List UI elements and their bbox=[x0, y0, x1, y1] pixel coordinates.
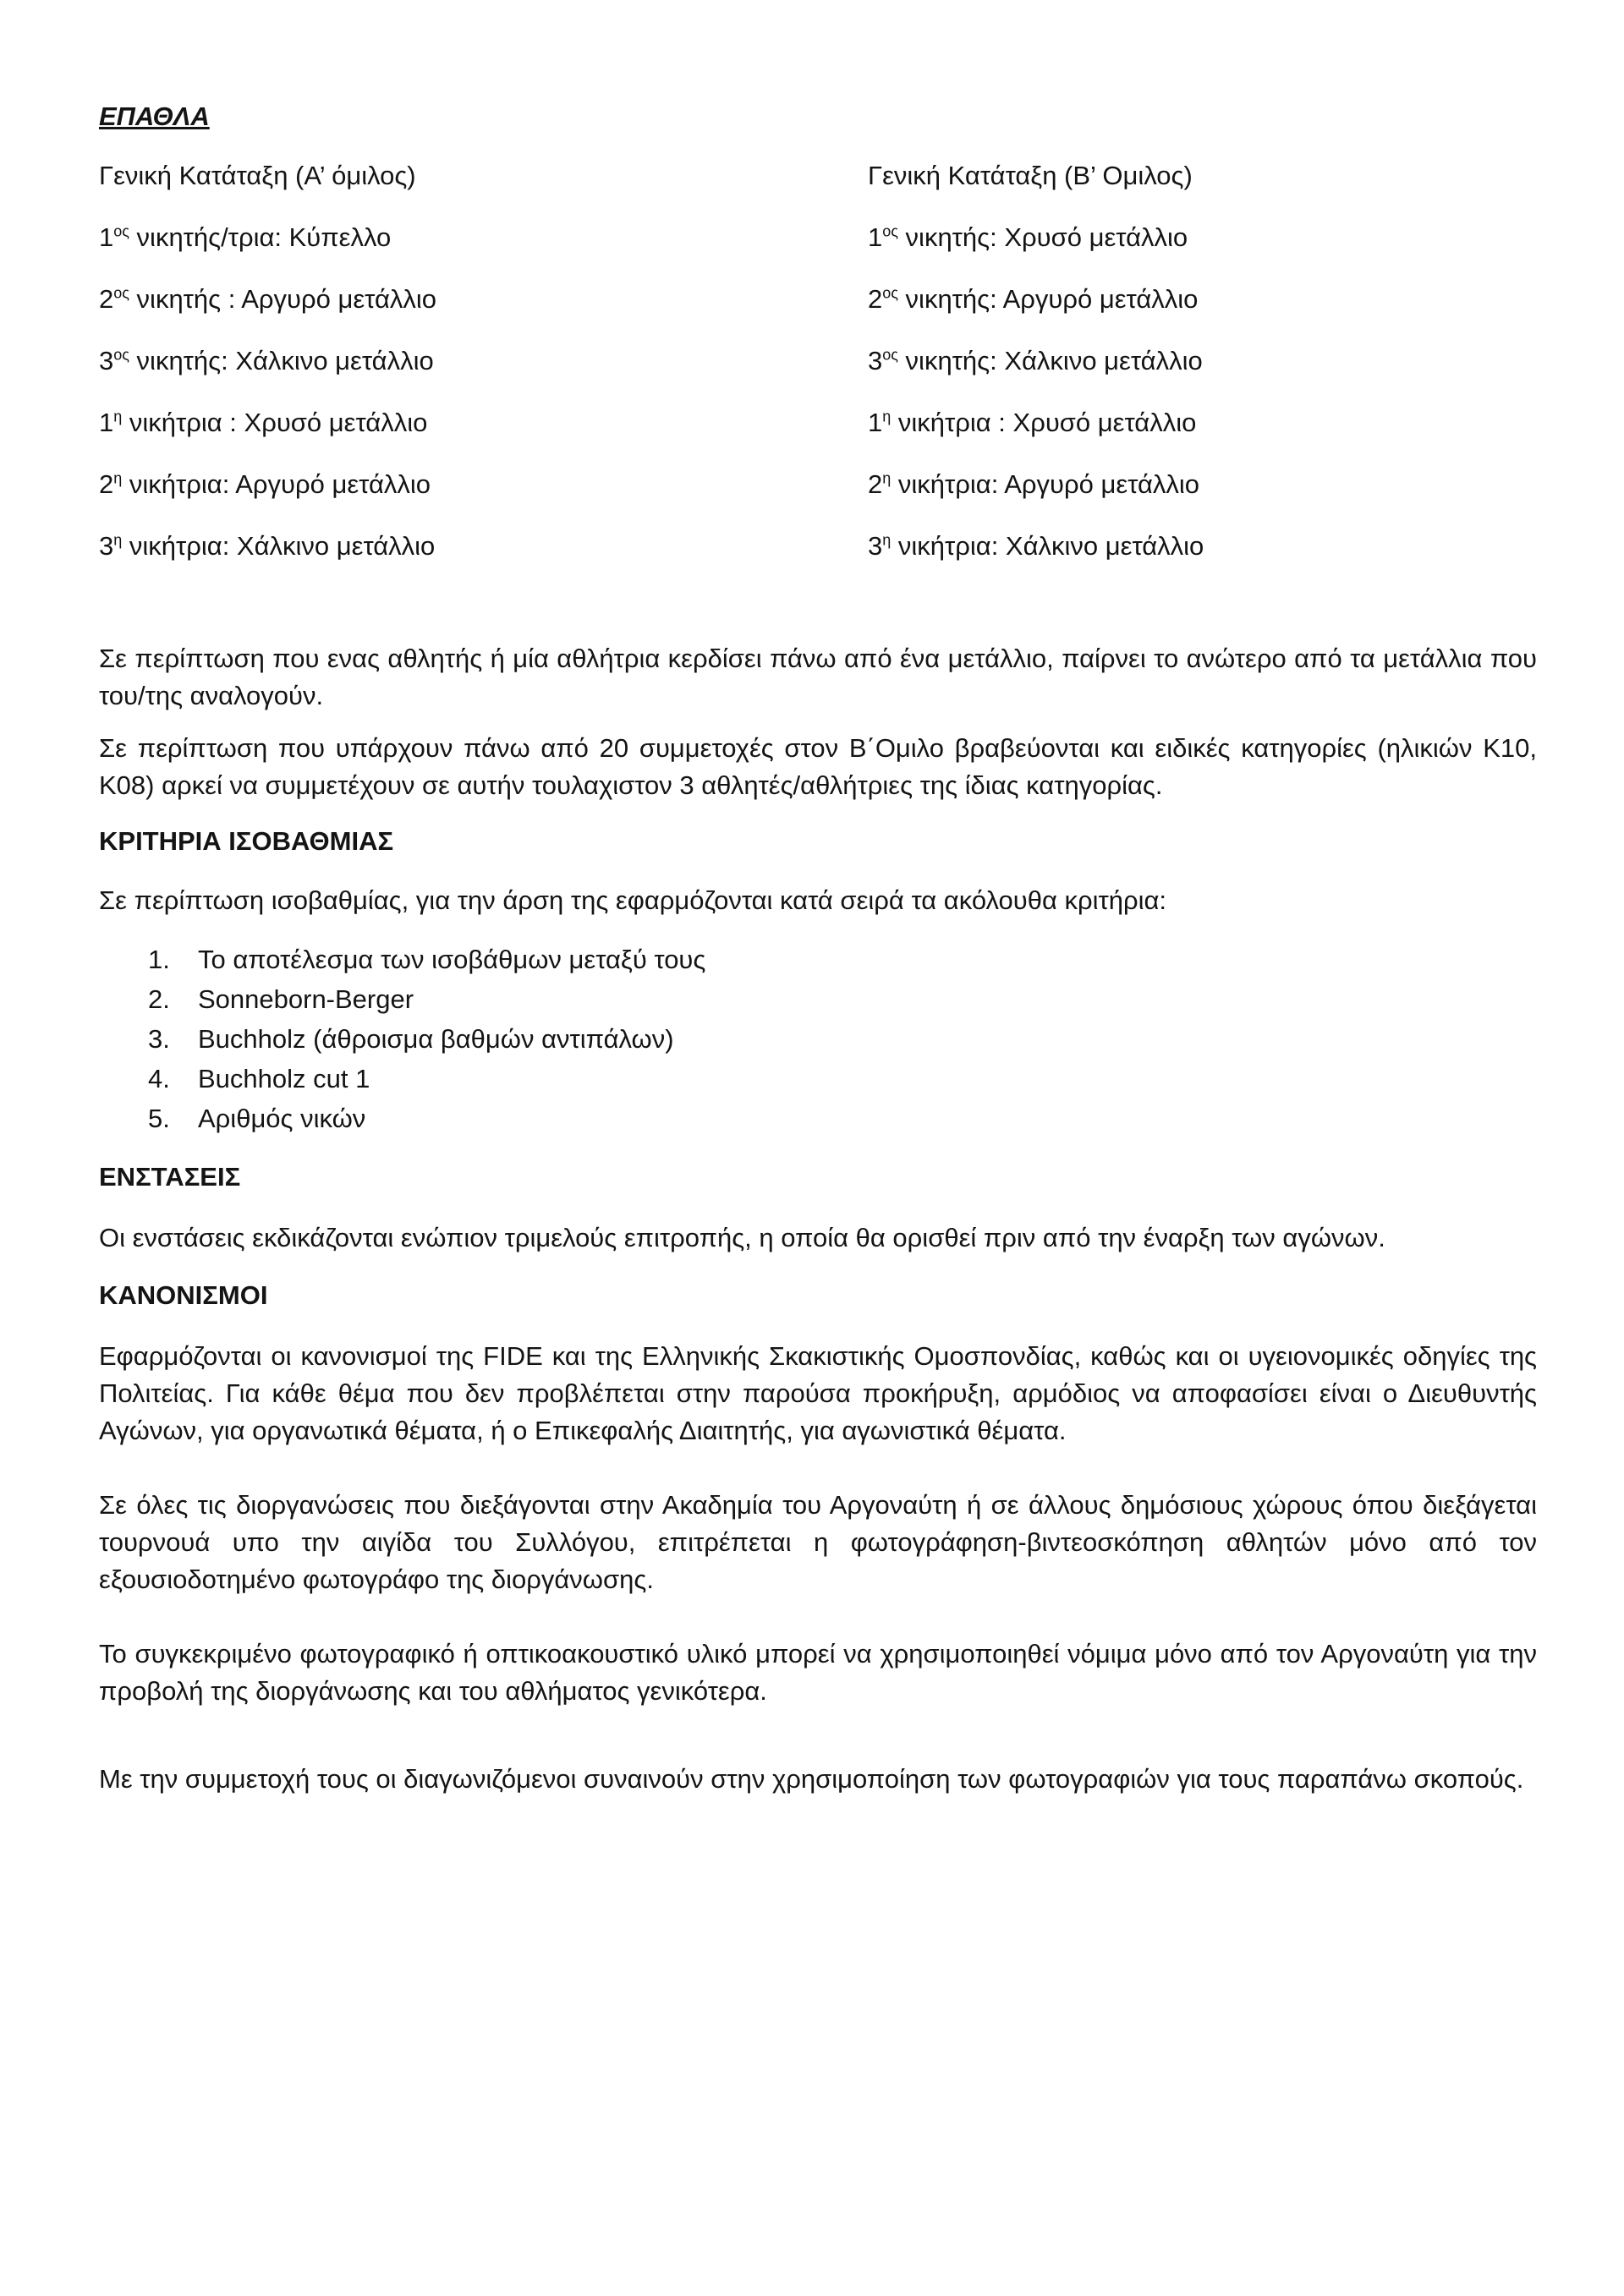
prize-grid bbox=[99, 159, 1537, 563]
group-a-row: $2^\eta$ νικήτρια: Αργυρό μετάλλιο bbox=[99, 469, 431, 499]
group-a-heading: Γενική Κατάταξη (Α’ όμιλος) bbox=[99, 161, 416, 190]
list-item: 4. Buchholz cut 1 bbox=[148, 1064, 370, 1093]
group-b-row: $2^{o\varsigma}$ νικητής: Αργυρό μετάλλιο bbox=[868, 284, 1199, 314]
page-title: ΕΠΑΘΛΑ bbox=[99, 101, 210, 131]
group-b-row: $2^\eta$ νικήτρια: Αργυρό μετάλλιο bbox=[868, 469, 1199, 499]
tiebreak-criteria-list bbox=[99, 940, 1537, 1138]
group-a-row: $2^{o\varsigma}$ νικητής : Αργυρό μετάλλιο bbox=[99, 284, 437, 314]
regulations-paragraph: Εφαρμόζονται οι κανονισμοί της FIDE και της Ελληνικής Σκακιστικής Ομοσπονδίας, καθώς και οι υγειονομικές οδηγίες της Πολιτείας. Για κάθε θέμα που δεν προβλέπεται στην παρούσα προκήρυξη, αρμόδιος να αποφασίσει είναι ο Διευθυντής Αγώνων, για οργανωτικά θέματα, ή ο Επικεφαλής Διαιτητής, για αγωνιστικά θέματα. bbox=[99, 1341, 1537, 1445]
photography-paragraph: Σε όλες τις διοργανώσεις που διεξάγονται στην Ακαδημία του Αργοναύτη ή σε άλλους δημόσιους χώρους όπου διεξάγεται τουρνουά υπο την αιγίδα του Συλλόγου, επιτρέπεται η φωτογράφηση-βιντεοσκόπηση αθλητών μόνο από τον εξουσιοδοτημένο φωτογράφο της διοργάνωσης. bbox=[99, 1490, 1537, 1594]
objections-heading: ΕΝΣΤΑΣΕΙΣ bbox=[99, 1162, 241, 1192]
document-page bbox=[99, 100, 1537, 1798]
tiebreak-intro: Σε περίπτωση ισοβαθμίας, για την άρση της εφαρμόζονται κατά σειρά τα ακόλουθα κριτήρια: bbox=[99, 885, 1167, 915]
media-usage-paragraph: Το συγκεκριμένο φωτογραφικό ή οπτικοακουστικό υλικό μπορεί να χρησιμοποιηθεί νόμιμα μόνο από τον Αργοναύτη για την προβολή της διοργάνωσης και του αθλήματος γενικότερα. bbox=[99, 1639, 1537, 1706]
special-categories-paragraph: Σε περίπτωση που υπάρχουν πάνω από 20 συμμετοχές στον Β΄Ομιλο βραβεύονται και ειδικές κατηγορίες (ηλικιών Κ10, Κ08) αρκεί να συμμετέχουν σε αυτήν τουλαχιστον 3 αθλητές/αθλήτριες της ίδιας κατηγορίας. bbox=[99, 733, 1537, 800]
tiebreak-heading: ΚΡΙΤΗΡΙΑ ΙΣΟΒΑΘΜΙΑΣ bbox=[99, 826, 394, 856]
group-a-row: $1^\eta$ νικήτρια : Χρυσό μετάλλιο bbox=[99, 408, 428, 437]
group-b-column bbox=[868, 159, 1544, 563]
group-b-row: $3^\eta$ νικήτρια: Χάλκινο μετάλλιο bbox=[868, 531, 1204, 561]
list-item: 5. Αριθμός νικών bbox=[148, 1104, 366, 1133]
group-a-row: $3^{o\varsigma}$ νικητής: Χάλκινο μετάλλιο bbox=[99, 346, 434, 375]
group-b-row: $3^{o\varsigma}$ νικητής: Χάλκινο μετάλλιο bbox=[868, 346, 1203, 375]
regulations-heading: ΚΑΝΟΝΙΣΜΟΙ bbox=[99, 1280, 268, 1310]
list-item: 1. Το αποτέλεσμα των ισοβάθμων μεταξύ τους bbox=[148, 945, 706, 974]
group-a-row: $1^{o\varsigma}$ νικητής/τρια: Κύπελλο bbox=[99, 222, 392, 252]
multi-medal-paragraph: Σε περίπτωση που ενας αθλητής ή μία αθλήτρια κερδίσει πάνω από ένα μετάλλιο, παίρνει το ανώτερο από τα μετάλλια που του/της αναλογούν. bbox=[99, 644, 1537, 710]
group-a-column bbox=[99, 159, 868, 563]
consent-paragraph: Με την συμμετοχή τους οι διαγωνιζόμενοι συναινούν στην χρησιμοποίηση των φωτογραφιών για τους παραπάνω σκοπούς. bbox=[99, 1764, 1524, 1794]
list-item: 3. Buchholz (άθροισμα βαθμών αντιπάλων) bbox=[148, 1024, 674, 1054]
group-b-row: $1^{o\varsigma}$ νικητής: Χρυσό μετάλλιο bbox=[868, 222, 1188, 252]
objections-paragraph: Οι ενστάσεις εκδικάζονται ενώπιον τριμελούς επιτροπής, η οποία θα ορισθεί πριν από την έναρξη των αγώνων. bbox=[99, 1223, 1385, 1252]
group-b-heading: Γενική Κατάταξη (Β’ Ομιλος) bbox=[868, 161, 1193, 190]
group-b-row: $1^\eta$ νικήτρια : Χρυσό μετάλλιο bbox=[868, 408, 1197, 437]
group-a-row: $3^\eta$ νικήτρια: Χάλκινο μετάλλιο bbox=[99, 531, 436, 561]
list-item: 2. Sonneborn-Berger bbox=[148, 984, 414, 1014]
